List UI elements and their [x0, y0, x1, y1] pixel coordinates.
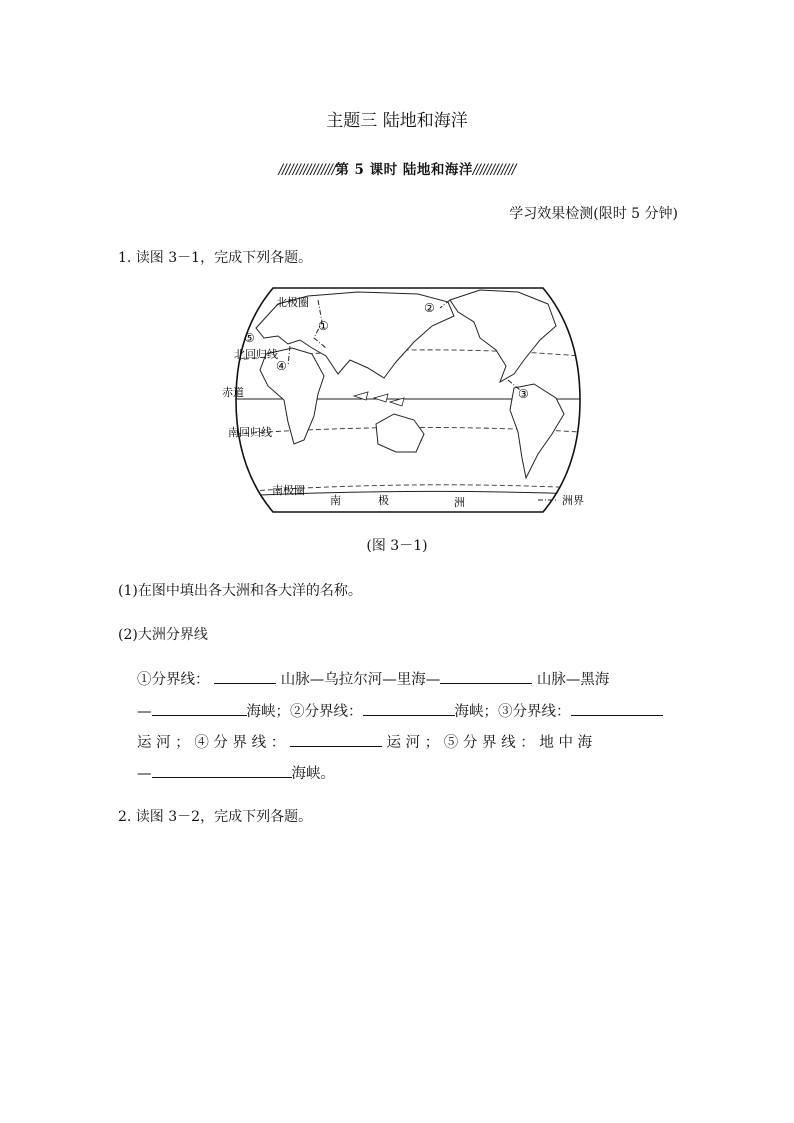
boundary-3-text: 运 河 ； ④ 分 界 线 ：	[137, 735, 286, 751]
label-antarctica-3: 洲	[454, 496, 465, 509]
boundary-marker-2: ②	[424, 301, 435, 315]
answer-blank-3[interactable]	[152, 701, 247, 716]
subtitle-hatch-left: ////////////////	[278, 162, 336, 178]
question-1-part-1: (1)在图中填出各大洲和各大洋的名称。	[118, 583, 362, 599]
label-antarctica-2: 极	[378, 494, 389, 507]
boundary-line-3	[137, 731, 677, 752]
boundary-marker-1: ①	[318, 319, 329, 333]
boundary-4-dash: —	[137, 766, 152, 782]
question-1-stem: 1. 读图 3－1，完成下列各题。	[118, 250, 313, 266]
boundary-1-label: ①分界线：	[137, 672, 210, 688]
answer-blank-6[interactable]	[290, 732, 382, 747]
boundary-marker-3: ③	[518, 387, 529, 401]
boundary-marker-5: ⑤	[244, 331, 255, 345]
page-title: 主题三 陆地和海洋	[326, 111, 468, 131]
answer-blank-5[interactable]	[571, 701, 663, 716]
answer-blank-4[interactable]	[363, 701, 455, 716]
boundary-line-1	[137, 668, 677, 689]
answer-blank-7[interactable]	[152, 763, 292, 778]
lesson-subtitle	[0, 158, 794, 178]
label-antarctica-1: 南	[330, 494, 341, 507]
label-tropic-of-capricorn: 南回归线	[228, 426, 272, 439]
australia-outline	[376, 414, 424, 452]
subtitle-text: 第 5 课时 陆地和海洋	[335, 162, 473, 178]
time-limit-note: 学习效果检测(限时 5 分钟)	[509, 206, 678, 222]
north-america-outline	[450, 290, 556, 382]
label-arctic-circle: 北极圈	[276, 296, 309, 309]
answer-blank-1[interactable]	[214, 669, 276, 684]
figure-caption: (图 3－1)	[366, 538, 428, 554]
boundary-1-text: 山脉—乌拉尔河—里海—	[280, 672, 441, 688]
subtitle-hatch-right: ////////////	[472, 162, 516, 178]
label-equator: 赤道	[222, 386, 244, 399]
legend-boundary-label: 洲界	[562, 494, 584, 507]
boundary-marker-4: ④	[276, 359, 287, 373]
boundary-line-2	[137, 700, 677, 721]
boundary-line-4	[137, 762, 677, 783]
world-map-figure	[218, 282, 598, 518]
label-antarctic-circle: 南极圈	[272, 484, 305, 497]
answer-blank-2[interactable]	[440, 669, 532, 684]
boundary-2-text: 海峡；②分界线：	[246, 704, 363, 720]
question-2-stem: 2. 读图 3－2，完成下列各题。	[118, 809, 313, 825]
label-tropic-of-cancer: 北回归线	[234, 348, 278, 361]
boundary-1-text-end: 山脉—黑海	[536, 672, 610, 688]
boundary-4-text: 海峡。	[291, 766, 335, 782]
question-1-part-2: (2)大洲分界线	[118, 627, 208, 643]
boundary-2-dash: —	[137, 704, 152, 720]
boundary-3-text-end: 运 河 ； ⑤ 分 界 线 ： 地 中 海	[386, 735, 593, 751]
boundary-2-text-end: 海峡；③分界线：	[454, 704, 571, 720]
